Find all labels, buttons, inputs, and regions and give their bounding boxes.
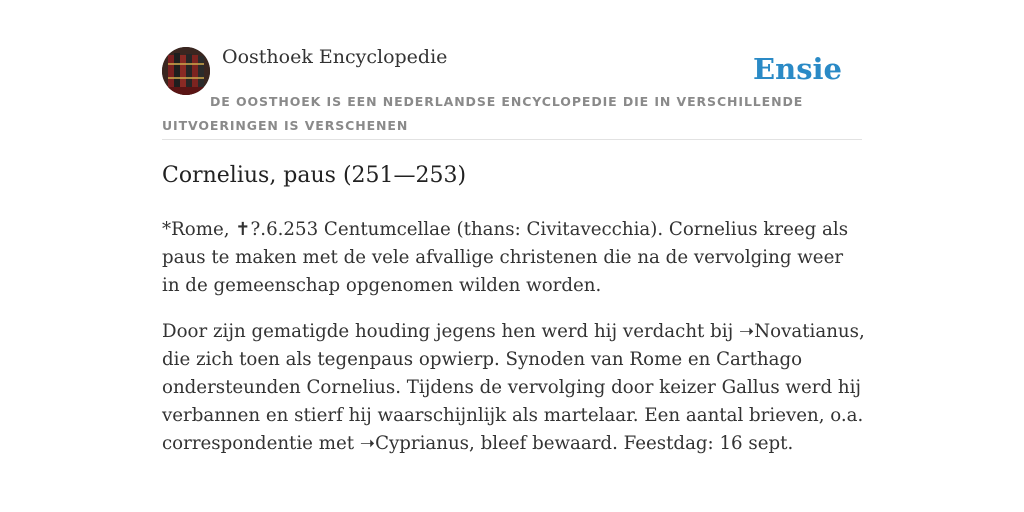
crossref-link-cyprianus[interactable]: ➝Cyprianus bbox=[359, 433, 470, 454]
entry-paragraph bbox=[162, 318, 866, 458]
site-tagline: DE OOSTHOEK IS EEN NEDERLANDSE ENCYCLOPEDIE DIE IN VERSCHILLENDE UITVOERINGEN IS VERSCHENEN bbox=[162, 94, 804, 133]
entry-title: Cornelius, paus (251—253) bbox=[162, 163, 467, 188]
entry-paragraph: *Rome, ✝?.6.253 Centumcellae (thans: Civitavecchia). Cornelius kreeg als paus te maken met de vele afvallige christenen die na de vervolging weer in de gemeenschap opgenomen wilden worden. bbox=[162, 219, 849, 296]
crossref-link-novatianus[interactable]: ➝Novatianus bbox=[739, 321, 859, 342]
paragraph-text: , bleef bewaard. Feestdag: 16 sept. bbox=[469, 433, 794, 454]
paragraph-text: Door zijn gematigde houding jegens hen werd hij verdacht bij bbox=[162, 321, 740, 342]
books-avatar-icon[interactable] bbox=[162, 47, 210, 95]
entry-content bbox=[162, 216, 866, 476]
header-divider bbox=[162, 139, 862, 140]
paragraph-text: , die zich toen als tegenpaus opwierp. Synoden van Rome en Carthago ondersteunden Cornelius. Tijdens de vervolging door keizer Gallus werd hij verbannen en stierf hij waarschijnlijk als martelaar. Een aantal brieven, o.a. correspondentie met bbox=[162, 321, 865, 454]
brand-logo[interactable]: Ensie bbox=[753, 52, 842, 86]
site-name[interactable]: Oosthoek Encyclopedie bbox=[222, 46, 448, 68]
